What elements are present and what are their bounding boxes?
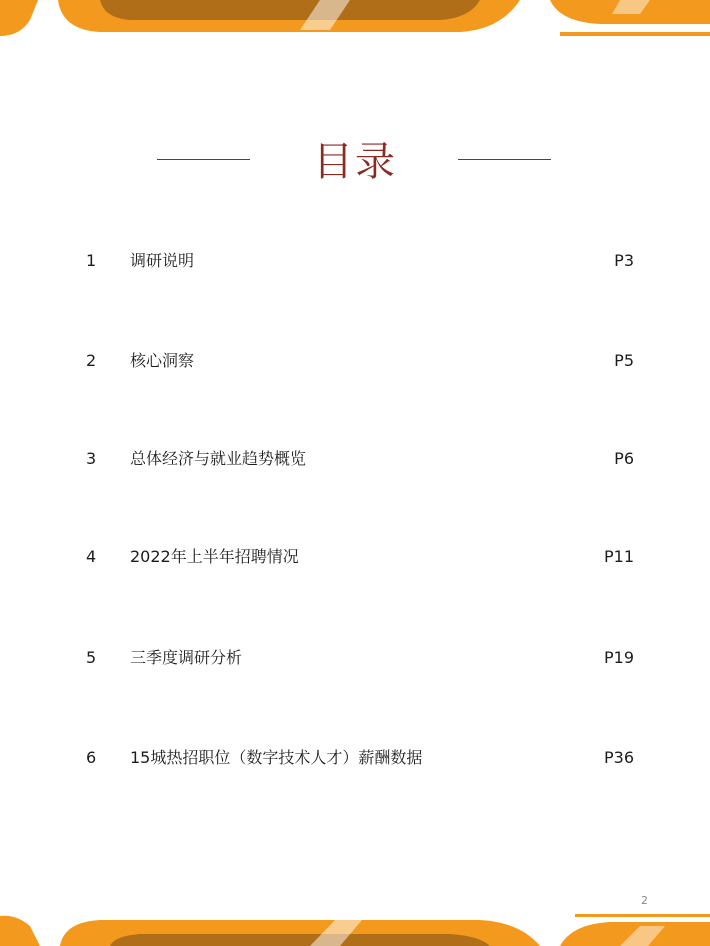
toc-entry[interactable] bbox=[0, 247, 710, 275]
toc-entry[interactable] bbox=[0, 347, 710, 375]
title-rule-right bbox=[458, 159, 551, 160]
toc-entry[interactable] bbox=[0, 543, 710, 571]
toc-entry-title: 15城热招职位（数字技术人才）薪酬数据 bbox=[130, 748, 423, 767]
toc-entry-page: P3 bbox=[614, 251, 634, 270]
toc-entry[interactable] bbox=[0, 445, 710, 473]
toc-entry-page: P19 bbox=[603, 648, 634, 667]
toc-entry-page: P5 bbox=[614, 351, 634, 370]
top-decorative-band bbox=[0, 0, 710, 40]
toc-entry-number: 5 bbox=[86, 648, 97, 667]
toc-entry-number: 2 bbox=[86, 351, 97, 370]
page-title: 目录 bbox=[313, 139, 397, 185]
toc-entry-title: 三季度调研分析 bbox=[130, 648, 243, 667]
toc-heading bbox=[0, 140, 710, 190]
page-number: 2 bbox=[641, 894, 648, 907]
bottom-decorative-band bbox=[0, 906, 710, 946]
toc-entry-title: 核心洞察 bbox=[130, 351, 195, 370]
toc-entry-page: P11 bbox=[603, 547, 634, 566]
toc-entry-number: 3 bbox=[86, 449, 97, 468]
toc-entry[interactable] bbox=[0, 644, 710, 672]
toc-entry-number: 6 bbox=[86, 748, 97, 767]
toc-entry-title: 2022年上半年招聘情况 bbox=[130, 547, 299, 566]
toc-entry-page: P6 bbox=[614, 449, 634, 468]
toc-entry-page: P36 bbox=[603, 748, 634, 767]
toc-entry-title: 调研说明 bbox=[130, 251, 195, 270]
toc-entry-number: 1 bbox=[86, 251, 97, 270]
toc-entry-number: 4 bbox=[86, 547, 97, 566]
toc-entry[interactable] bbox=[0, 744, 710, 772]
toc-entry-title: 总体经济与就业趋势概览 bbox=[130, 449, 307, 468]
